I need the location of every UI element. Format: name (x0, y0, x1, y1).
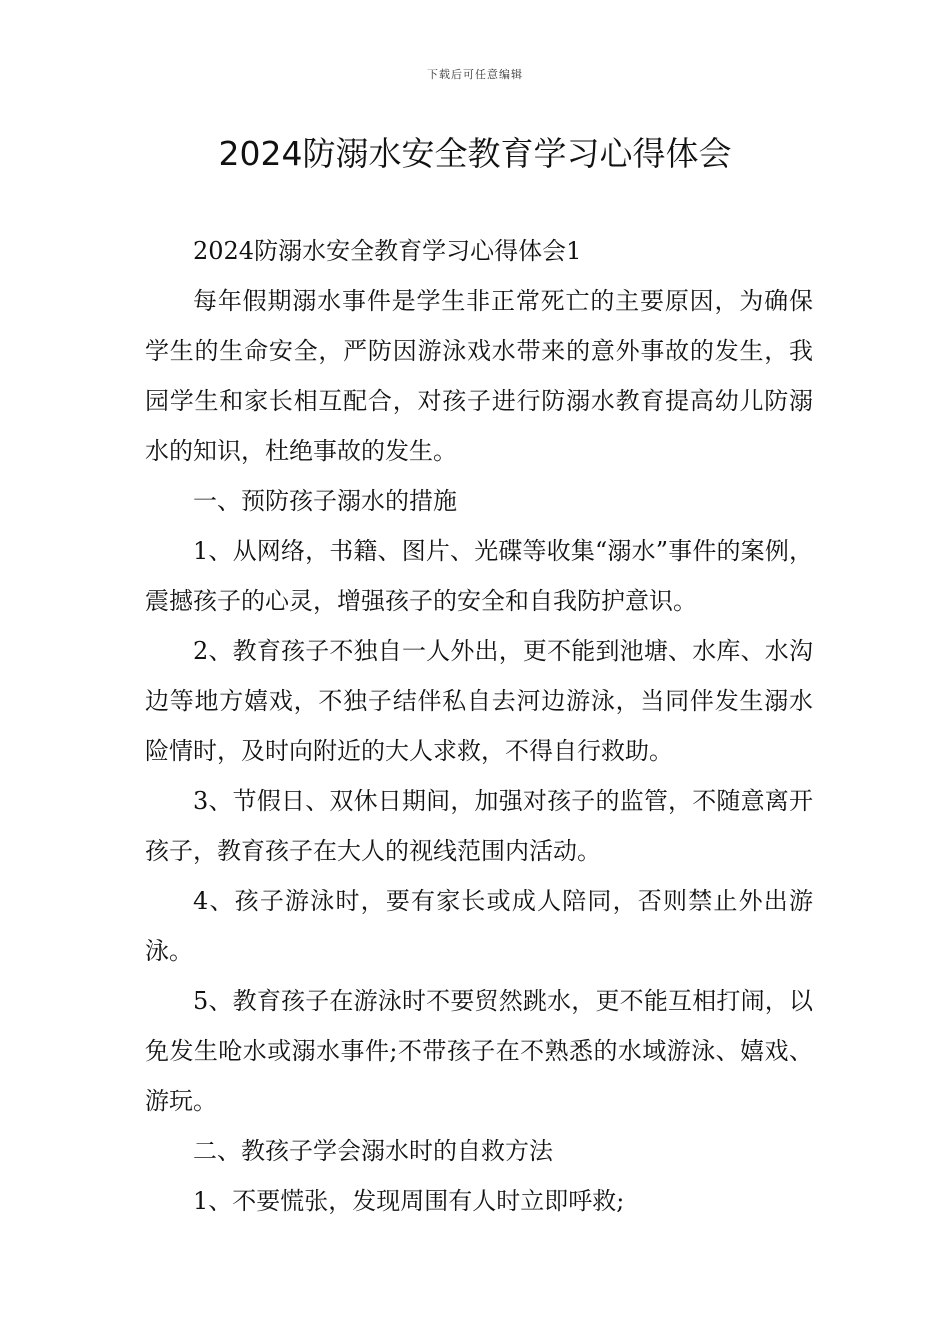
paragraph: 3、节假日、双休日期间，加强对孩子的监管，不随意离开孩子，教育孩子在大人的视线范围内活动。 (145, 787, 813, 865)
section-heading: 2024防溺水安全教育学习心得体会1 (193, 237, 582, 265)
header-note: 下载后可任意编辑 (427, 68, 523, 81)
section-heading: 二、教孩子学会溺水时的自救方法 (193, 1137, 553, 1165)
paragraph: 每年假期溺水事件是学生非正常死亡的主要原因，为确保学生的生命安全，严防因游泳戏水带来的意外事故的发生，我园学生和家长相互配合，对孩子进行防溺水教育提高幼儿防溺水的知识，杜绝事故的发生。 (145, 287, 813, 465)
paragraph: 5、教育孩子在游泳时不要贸然跳水，更不能互相打闹，以免发生呛水或溺水事件;不带孩子在不熟悉的水域游泳、嬉戏、游玩。 (145, 987, 813, 1115)
paragraph: 1、不要慌张，发现周围有人时立即呼救; (193, 1187, 625, 1215)
document-title: 2024防溺水安全教育学习心得体会 (218, 134, 732, 173)
section-heading: 一、预防孩子溺水的措施 (193, 487, 457, 515)
document-body (145, 226, 813, 1226)
paragraph: 4、孩子游泳时，要有家长或成人陪同，否则禁止外出游泳。 (145, 887, 813, 965)
paragraph: 2、教育孩子不独自一人外出，更不能到池塘、水库、水沟边等地方嬉戏，不独子结伴私自去河边游泳，当同伴发生溺水险情时，及时向附近的大人求救，不得自行救助。 (145, 637, 813, 765)
paragraph: 1、从网络，书籍、图片、光碟等收集“溺水”事件的案例，震撼孩子的心灵，增强孩子的安全和自我防护意识。 (145, 537, 813, 615)
